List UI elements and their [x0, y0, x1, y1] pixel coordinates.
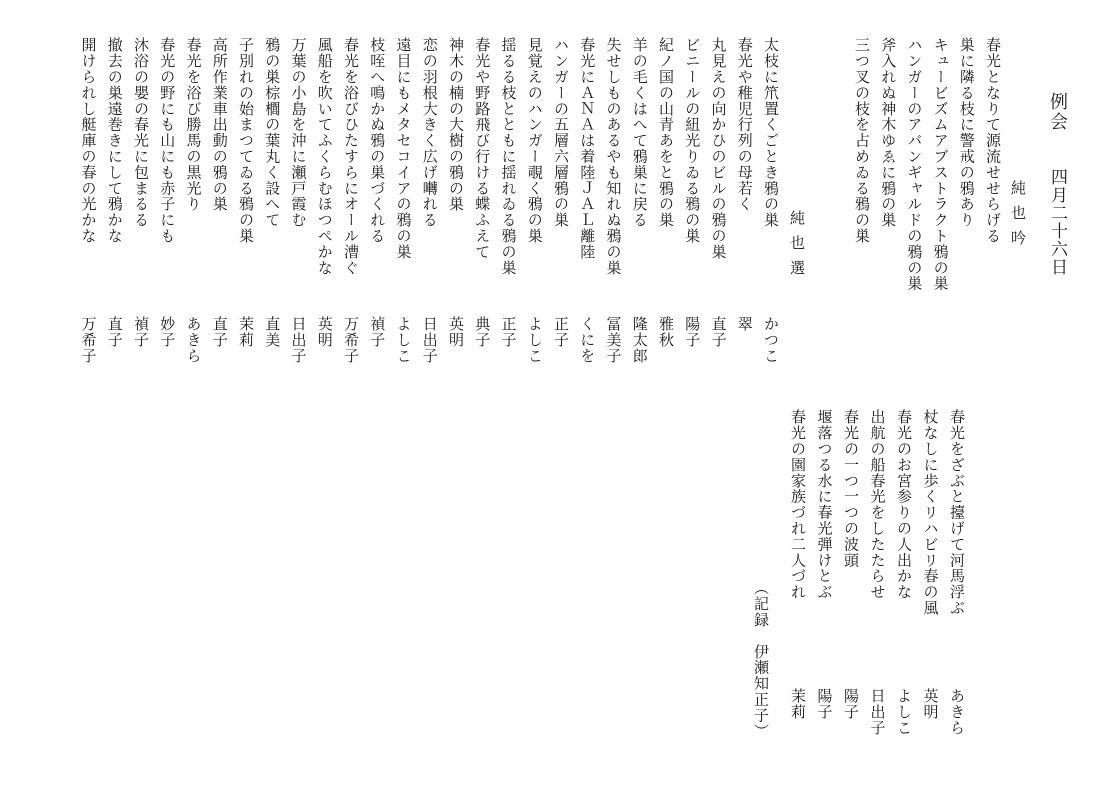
- extra-author: 英明: [921, 688, 940, 720]
- sen-author: 日出子: [289, 316, 308, 364]
- sen-haiku: ハンガーの五層六層鴉の巣: [552, 37, 570, 228]
- gin-haiku: 斧入れぬ神木ゆゑに鴉の巣: [879, 37, 898, 228]
- extra-haiku: 春光の園家族づれ二人づれ: [789, 409, 807, 600]
- extra-haiku: 春光の一つ一つの波頭: [842, 409, 860, 568]
- sen-author: よしこ: [394, 316, 413, 364]
- sen-haiku: 開けられし艇庫の春の光かな: [79, 37, 98, 244]
- sen-author: あきら: [184, 316, 203, 364]
- extra-haiku: 杖なしに歩くリハビリ春の風: [921, 409, 940, 616]
- sen-haiku: 羊の毛くはへて鴉巣に戻る: [630, 37, 649, 228]
- sen-haiku: 揺るる枝とともに揺れゐる鴉の巣: [499, 37, 518, 276]
- sen-author: 陽子: [683, 316, 702, 348]
- gin-haiku: 三つ叉の枝を占めゐる鴉の巣: [853, 37, 871, 244]
- extra-author: 茉莉: [789, 688, 807, 720]
- sen-haiku: 万葉の小島を沖に瀬戸霞む: [289, 37, 308, 228]
- sen-author: 直美: [263, 316, 282, 348]
- sen-author: 妙子: [158, 316, 177, 348]
- sen-haiku: 春光にＡＮＡは着陸ＪＡＬ離陸: [578, 37, 597, 260]
- meeting-date: 四月二十六日: [1047, 168, 1067, 276]
- sen-author: 万希子: [342, 316, 360, 364]
- sen-author: 直子: [105, 316, 124, 348]
- sen-author: 冨美子: [604, 316, 623, 364]
- page-title: 例会: [1047, 92, 1068, 132]
- sen-haiku: 丸見えの向かひのビルの鴉の巣: [709, 37, 728, 260]
- sen-author: 典子: [473, 316, 492, 348]
- extra-author: 陽子: [842, 688, 860, 720]
- sen-author: 正子: [499, 316, 518, 348]
- sen-author: 禎子: [132, 316, 150, 348]
- extra-haiku: 春光をざぶと擡げて河馬浮ぶ: [948, 409, 966, 616]
- sen-haiku: 春光の野にも山にも赤子にも: [158, 37, 177, 244]
- sen-haiku: 神木の楠の大樹の鴉の巣: [447, 37, 465, 212]
- gin-haiku: 巣に隣る枝に警戒の鴉あり: [957, 37, 976, 228]
- extra-author: 日出子: [868, 688, 887, 736]
- sen-author: 正子: [552, 316, 570, 348]
- extra-author: あきら: [948, 688, 966, 736]
- sen-haiku: 高所作業車出動の鴉の巣: [210, 37, 229, 212]
- sen-haiku: 太枝に笊置くごとき鴉の巣: [762, 37, 780, 228]
- extra-haiku: 堰落つる水に春光弾けとぶ: [815, 409, 834, 600]
- sen-author: 直子: [210, 316, 229, 348]
- sen-author: 英明: [315, 316, 334, 348]
- sen-author: よしこ: [525, 316, 544, 364]
- sen-haiku: 子別れの始まつてゐる鴉の巣: [237, 37, 255, 244]
- sen-haiku: 紀ノ国の山青あをと鴉の巣: [657, 37, 675, 228]
- sen-haiku: 鴉の巣棕櫚の葉丸く設へて: [263, 37, 282, 228]
- record-note: （記録 伊瀬知正子）: [752, 580, 770, 739]
- sen-haiku: 遠目にもメタセコイアの鴉の巣: [394, 37, 413, 260]
- sen-author: かつこ: [762, 316, 780, 364]
- sen-haiku: 枝咥へ鳴かぬ鴉の巣づくれる: [368, 37, 387, 244]
- gin-haiku: ハンガーのアバンギャルドの鴉の巣: [905, 37, 924, 292]
- sen-author: 英明: [447, 316, 465, 348]
- sen-author: 直子: [709, 316, 728, 348]
- sen-author: 茉莉: [237, 316, 255, 348]
- extra-author: よしこ: [895, 688, 913, 736]
- sen-haiku: 見覚えのハンガー覗く鴉の巣: [525, 37, 544, 244]
- sen-author: くにを: [578, 316, 597, 364]
- extra-haiku: 出航の船春光をしたたらせ: [868, 409, 887, 600]
- sen-author: 隆太郎: [630, 316, 649, 364]
- gin-haiku: キュービズムアブストラクト鴉の巣: [931, 37, 950, 292]
- extra-author: 陽子: [815, 688, 834, 720]
- sen-haiku: 撤去の巣遠巻きにして鴉かな: [105, 37, 124, 244]
- sen-author: 万希子: [79, 316, 98, 364]
- sen-haiku: ビニールの紐光りゐる鴉の巣: [683, 37, 702, 244]
- sen-author: 雅秋: [657, 316, 675, 348]
- sen-haiku: 失せしものあるやも知れぬ鴉の巣: [604, 37, 623, 276]
- gin-haiku: 春光となりて源流せせらげる: [984, 37, 1002, 244]
- sen-haiku: 春光や野路飛び行ける蝶ふえて: [473, 37, 492, 260]
- sen-haiku: 風船を吹いてふくらむほつぺかな: [315, 37, 334, 276]
- sen-author: 日出子: [420, 316, 439, 364]
- sen-haiku: 春光を浴び勝馬の黒光り: [184, 37, 203, 212]
- sen-haiku: 春光を浴びひたすらにオール漕ぐ: [342, 37, 360, 276]
- sen-author: 翠: [735, 316, 754, 332]
- gin-label: 純也吟: [1009, 180, 1027, 255]
- sen-haiku: 沐浴の嬰の春光に包まるる: [132, 37, 150, 228]
- sen-label: 純也選: [788, 210, 806, 285]
- extra-haiku: 春光のお宮参りの人出かな: [895, 409, 913, 600]
- sen-haiku: 恋の羽根大きく広げ囀れる: [420, 37, 439, 228]
- sen-author: 禎子: [368, 316, 387, 348]
- sen-haiku: 春光や稚児行列の母若く: [735, 37, 754, 212]
